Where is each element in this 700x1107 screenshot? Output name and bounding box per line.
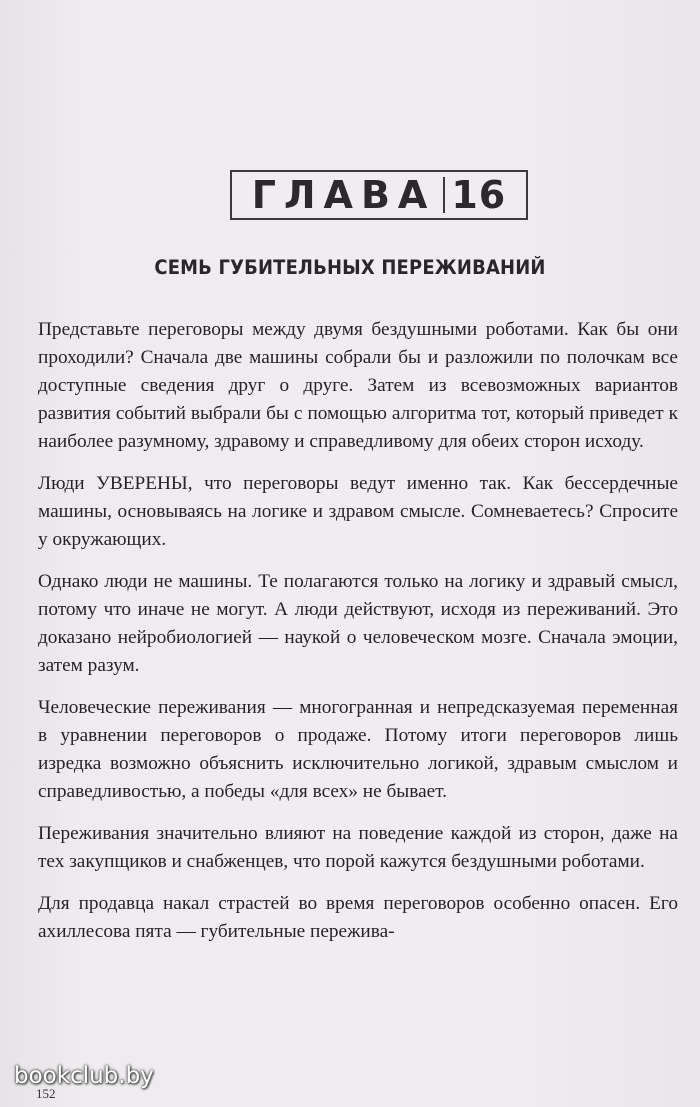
paragraph: Человеческие переживания — многогранная и непредсказуемая переменная в уравнении переговоров о продаже. Потому итоги переговоров лишь изредка возможно объяснить исключительно логикой, здравым смыслом и справедливостью, а победы «для всех» не бывает.: [38, 697, 678, 802]
watermark-logo: bookclub.by: [14, 1063, 154, 1089]
chapter-title: СЕМЬ ГУБИТЕЛЬНЫХ ПЕРЕЖИВАНИЙ: [154, 256, 546, 279]
paragraph: Представьте переговоры между двумя бездушными роботами. Как бы они проходили? Сначала две машины собрали бы и разложили по полочкам все доступные сведения друг о друге. Затем из всевозможных вариантов развития событий выбрали бы с помощью алгоритма тот, который приведет к наиболее разумному, здравому и справедливому для обеих сторон исходу.: [38, 319, 678, 452]
body-text: [38, 316, 678, 960]
chapter-divider: [443, 177, 445, 213]
paragraph: Переживания значительно влияют на поведение каждой из сторон, даже на тех закупщиков и снабженцев, что порой кажутся бездушными роботами.: [38, 823, 678, 872]
paragraph: Люди УВЕРЕНЫ, что переговоры ведут именно так. Как бессердечные машины, основываясь на логике и здравом смысле. Сомневаетесь? Спросите у окружающих.: [38, 473, 678, 550]
chapter-heading-box: [230, 170, 528, 220]
chapter-number: 16: [451, 173, 507, 217]
page-number: 152: [36, 1086, 56, 1101]
paragraph: Однако люди не машины. Те полагаются только на логику и здравый смысл, потому что иначе не могут. А люди действуют, исходя из переживаний. Это доказано нейробиологией — наукой о человеческом мозге. Сначала эмоции, затем разум.: [38, 571, 678, 676]
paragraph: Для продавца накал страстей во время переговоров особенно опасен. Его ахиллесова пята — губительные пережива-: [38, 893, 678, 942]
chapter-word: ГЛАВА: [251, 173, 436, 217]
